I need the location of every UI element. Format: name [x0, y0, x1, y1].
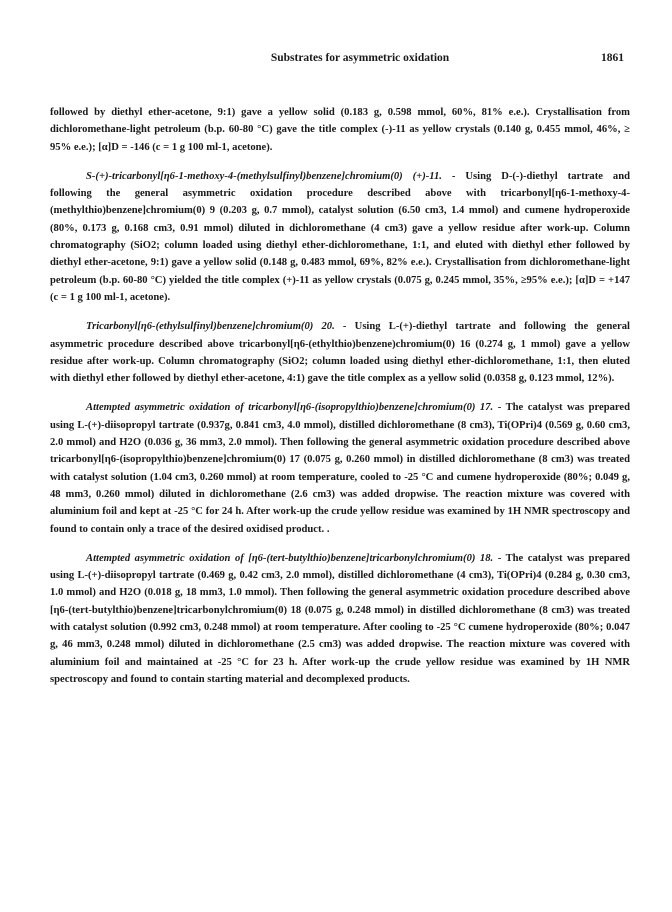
compound-title: Attempted asymmetric oxidation of tricarbonyl[η6-(isopropylthio)benzene]chromium(0) 17. [86, 402, 494, 414]
paragraph-continuation [50, 104, 630, 156]
paragraph-text: followed by diethyl ether-acetone, 9:1) gave a yellow solid (0.183 g, 0.598 mmol, 60%, 81% e.e.). Crystallisation from dichloromethane-light petroleum (b.p. 60-80 °C) gave the title complex (-)-11 as yellow crystals (0.140 g, 0.455 mmol, 46%, ≥ 95% e.e.); [α]D = -146 (c = 1 g 100 ml-1, acetone). [50, 107, 630, 153]
paragraph-compound-20 [50, 318, 630, 387]
article-body [50, 104, 630, 700]
compound-title: S-(+)-tricarbonyl[η6-1-methoxy-4-(methylsulfinyl)benzene]chromium(0) (+)-11. [86, 170, 442, 182]
paragraph-text: - Using L-(+)-diethyl tartrate and following the general asymmetric procedure described above tricarbonyl[η6-(ethylthio)benzene)chromium(0) 16 (0.274 g, 1 mmol) gave a yellow residue after work-up. Column chromatography (SiO2; column loaded using diethyl ether-dichloromethane, 1:1, then eluted with diethyl ether followed by diethyl ether-acetone, 4:1) gave the title complex as a yellow solid (0.0358 g, 0.123 mmol, 12%). [50, 321, 630, 385]
paragraph-text: - The catalyst was prepared using L-(+)-diisopropyl tartrate (0.469 g, 0.42 cm3, 2.0 mmol), distilled dichloromethane (4 cm3), Ti(OPri)4 (0.284 g, 0.30 cm3, 1.0 mmol) and H2O (0.018 g, 18 mm3, 1.0 mmol). Then following the general asymmetric oxidation procedure described above [η6-(tert-butylthio)benzene]tricarbonylchromium(0) 18 (0.075 g, 0.248 mmol) in distilled dichloromethane (8 cm3) was treated with catalyst solution (0.992 cm3, 0.248 mmol) at room temperature. After cooling to -25 °C cumene hydroperoxide (80%; 0.047 g, 46 mm3, 0.248 mmol) diluted in dichloromethane (2.5 cm3) was added dropwise. The reaction mixture was covered with aluminium foil and maintained at -25 °C for 23 h. After work-up the crude yellow residue was examined by 1H NMR spectroscopy and found to contain starting material and decomplexed products. [50, 552, 630, 685]
compound-title: Attempted asymmetric oxidation of [η6-(tert-butylthio)benzene]tricarbonylchromium(0) 18. [86, 552, 494, 564]
paragraph-compound-11 [50, 168, 630, 306]
paragraph-text: - Using D-(-)-diethyl tartrate and following the general asymmetric oxidation procedure described above with tricarbonyl[η6-1-methoxy-4-(methylthio)benzene]chromium(0) 9 (0.203 g, 0.7 mmol), catalyst solution (6.50 cm3, 1.4 mmol) and cumene hydroperoxide (80%, 0.173 g, 0.168 cm3, 0.91 mmol) diluted in dichloromethane (4 cm3) gave a yellow residue after work-up. Column chromatography (SiO2; column loaded using diethyl ether-dichloromethane, 1:1, and eluted with diethyl ether followed by diethyl ether-acetone, 9:1) gave a yellow solid (0.148 g, 0.483 mmol, 69%, 82% e.e.). Crystallisation from dichloromethane-light petroleum (b.p. 60-80 °C) yielded the title complex (+)-11 as yellow crystals (0.075 g, 0.245 mmol, 35%, ≥95% e.e.); [α]D = +147 (c = 1 g 100 ml-1, acetone). [50, 170, 630, 303]
page-header [96, 52, 624, 70]
paragraph-compound-18 [50, 550, 630, 688]
compound-title: Tricarbonyl[η6-(ethylsulfinyl)benzene]chromium(0) 20. [86, 321, 335, 333]
paragraph-compound-17 [50, 399, 630, 537]
page-number: 1861 [601, 52, 624, 64]
running-title: Substrates for asymmetric oxidation [270, 52, 450, 64]
paragraph-text: - The catalyst was prepared using L-(+)-diisopropyl tartrate (0.937g, 0.841 cm3, 4.0 mmol), distilled dichloromethane (8 cm3), Ti(OPri)4 (0.569 g, 0.60 cm3, 2.0 mmol) and H2O (0.036 g, 36 mm3, 2.0 mmol). Then following the general asymmetric oxidation procedure described above tricarbonyl[η6-(isopropylthio)benzene]chromium(0) 17 (0.075 g, 0.260 mmol) in distilled dichloromethane (8 cm3) was treated with catalyst solution (1.04 cm3, 0.260 mmol) at room temperature, cooled to -25 °C and cumene hydroperoxide (80%; 0.049 g, 48 mm3, 0.260 mmol) diluted in dichloromethane (2.6 cm3) was added dropwise. The reaction mixture was covered with aluminium foil and kept at -25 °C for 24 h. After work-up the crude yellow residue was examined by 1H NMR spectroscopy and found to contain only a trace of the desired oxidised product. . [50, 402, 630, 535]
